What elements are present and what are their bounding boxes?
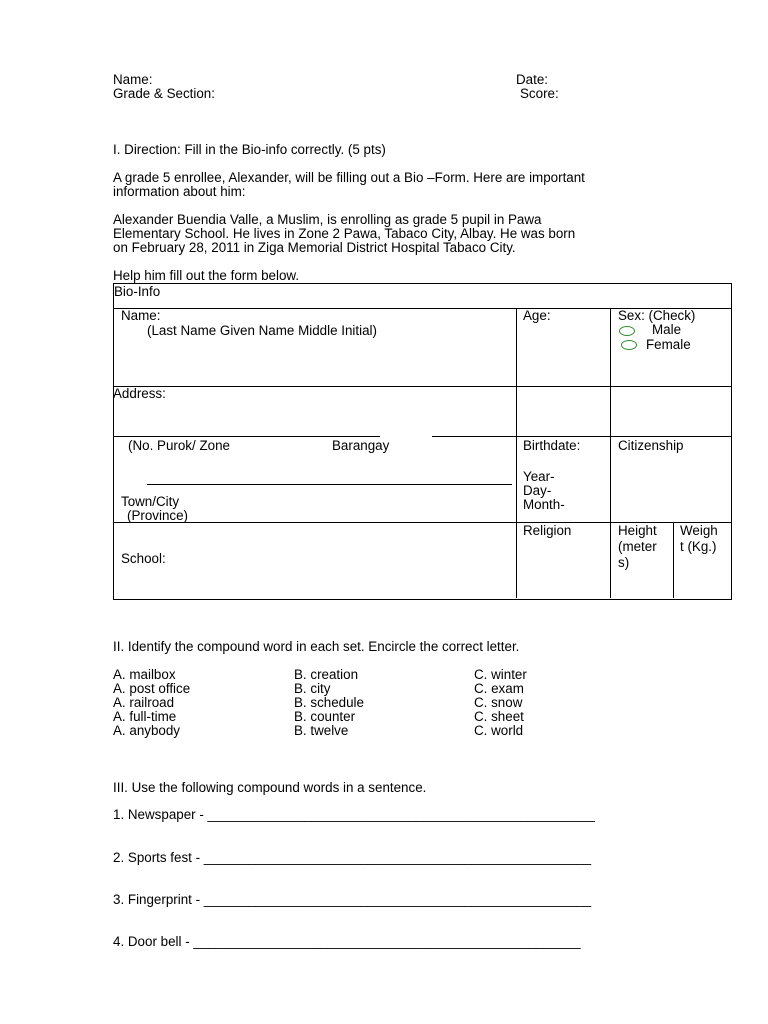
choice-b[interactable]: B. creation xyxy=(294,667,359,682)
choice-a[interactable]: A. mailbox xyxy=(113,667,176,682)
form-address-label: Address: xyxy=(113,386,166,401)
choice-b[interactable]: B. schedule xyxy=(294,695,364,710)
intro-line-1: A grade 5 enrollee, Alexander, will be filling out a Bio –Form. Here are important xyxy=(113,170,585,185)
form-sex-label: Sex: (Check) xyxy=(618,308,696,323)
form-year-label: Year- xyxy=(523,469,555,484)
form-divider xyxy=(610,308,611,598)
grade-section-label: Grade & Section: xyxy=(113,86,215,101)
part3-direction: III. Use the following compound words in a sentence. xyxy=(113,780,427,795)
form-school-label: School: xyxy=(121,551,166,566)
form-divider xyxy=(673,522,674,598)
form-town-label: Town/City xyxy=(121,494,180,509)
choice-c[interactable]: C. exam xyxy=(474,681,524,696)
address-blank[interactable] xyxy=(113,436,380,437)
choice-b[interactable]: B. city xyxy=(294,681,331,696)
date-label: Date: xyxy=(516,72,549,87)
form-height-label-2: (meter xyxy=(618,539,657,554)
choice-b[interactable]: B. twelve xyxy=(294,723,349,738)
choice-c[interactable]: C. snow xyxy=(474,695,523,710)
form-citizenship-label: Citizenship xyxy=(618,438,684,453)
address-blank[interactable] xyxy=(432,436,516,437)
form-divider xyxy=(113,386,731,387)
story-line-3: on February 28, 2011 in Ziga Memorial District Hospital Tabaco City. xyxy=(113,240,516,255)
choice-a[interactable]: A. post office xyxy=(113,681,191,696)
choice-c[interactable]: C. world xyxy=(474,723,524,738)
female-check-oval[interactable] xyxy=(621,340,637,350)
form-female-label: Female xyxy=(646,337,691,352)
form-weight-label-1: Weigh xyxy=(680,523,718,538)
form-day-label: Day- xyxy=(523,483,552,498)
form-height-label-3: s) xyxy=(618,555,630,570)
form-weight-label-2: t (Kg.) xyxy=(680,539,717,554)
sentence-item[interactable]: 4. Door bell - ____________________________________________________ xyxy=(113,934,581,949)
form-divider xyxy=(516,308,517,598)
intro-line-2: information about him: xyxy=(113,184,246,199)
form-religion-label: Religion xyxy=(523,523,572,538)
story-line-2: Elementary School. He lives in Zone 2 Pawa, Tabaco City, Albay. He was born xyxy=(113,226,576,241)
form-male-label: Male xyxy=(652,322,682,337)
form-province-label: (Province) xyxy=(127,508,189,523)
choice-c[interactable]: C. sheet xyxy=(474,709,524,724)
choice-a[interactable]: A. full-time xyxy=(113,709,177,724)
male-check-oval[interactable] xyxy=(619,326,635,336)
sentence-item[interactable]: 3. Fingerprint - ____________________________________________________ xyxy=(113,892,592,907)
form-purok-label: (No. Purok/ Zone xyxy=(128,438,230,453)
choice-a[interactable]: A. railroad xyxy=(113,695,175,710)
help-text: Help him fill out the form below. xyxy=(113,268,300,283)
name-label: Name: xyxy=(113,72,153,87)
form-month-label: Month- xyxy=(523,497,565,512)
form-name-parts: (Last Name Given Name Middle Initial) xyxy=(147,323,377,338)
choice-c[interactable]: C. winter xyxy=(474,667,527,682)
form-barangay-label: Barangay xyxy=(332,438,390,453)
sentence-item[interactable]: 1. Newspaper - ____________________________________________________ xyxy=(113,807,595,822)
form-birthdate-label: Birthdate: xyxy=(523,438,581,453)
score-label: Score: xyxy=(520,86,559,101)
address-blank[interactable] xyxy=(147,484,512,485)
form-age-label: Age: xyxy=(523,308,551,323)
sentence-item[interactable]: 2. Sports fest - ____________________________________________________ xyxy=(113,850,592,865)
part2-direction: II. Identify the compound word in each set. Encircle the correct letter. xyxy=(113,639,520,654)
form-divider xyxy=(516,436,731,437)
choice-a[interactable]: A. anybody xyxy=(113,723,180,738)
story-line-1: Alexander Buendia Valle, a Muslim, is enrolling as grade 5 pupil in Pawa xyxy=(113,212,542,227)
part1-direction: I. Direction: Fill in the Bio-info correctly. (5 pts) xyxy=(113,142,386,157)
choice-b[interactable]: B. counter xyxy=(294,709,356,724)
form-name-label: Name: xyxy=(121,308,161,323)
form-height-label-1: Height xyxy=(618,523,657,538)
form-title: Bio-Info xyxy=(114,284,161,299)
